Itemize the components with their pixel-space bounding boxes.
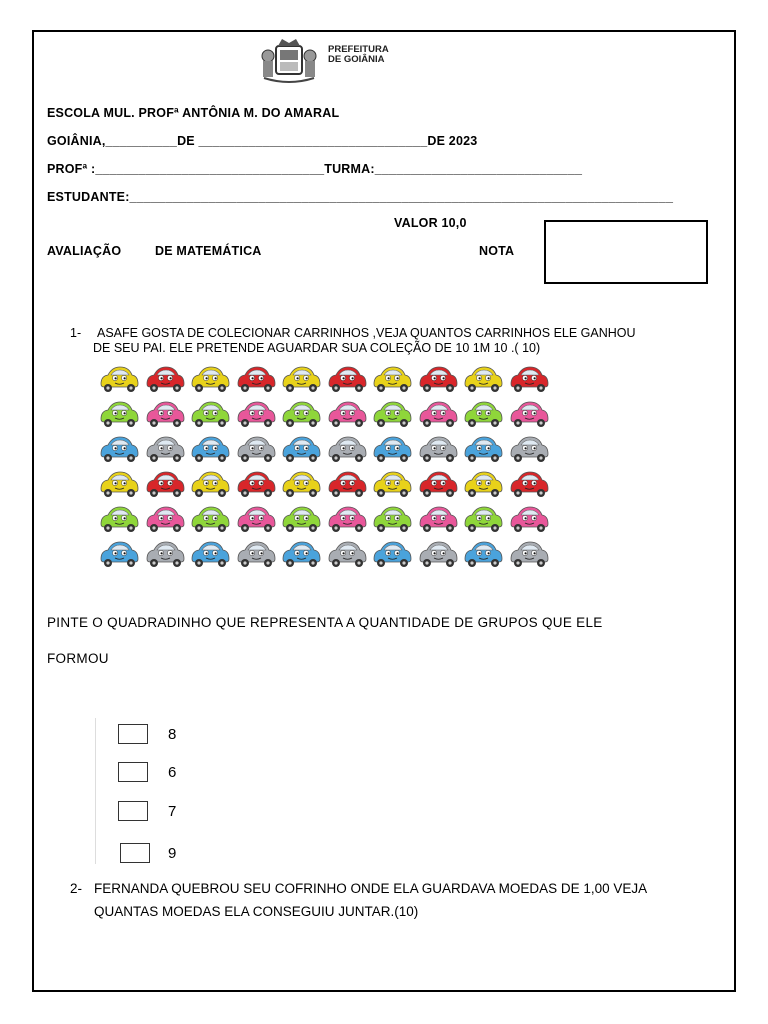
- toy-car-icon: [144, 539, 186, 569]
- toy-car-icon: [326, 539, 368, 569]
- q1-text-line2: DE SEU PAI. ELE PRETENDE AGUARDAR SUA COLEÇÃO DE 10 1M 10 .( 10): [93, 341, 541, 355]
- toy-car-icon: [326, 399, 368, 429]
- school-name: ESCOLA MUL. PROFª ANTÔNIA M. DO AMARAL: [47, 106, 340, 120]
- toy-car-icon: [508, 504, 550, 534]
- toy-car-icon: [98, 399, 140, 429]
- options-divider: [95, 718, 96, 864]
- toy-car-icon: [98, 469, 140, 499]
- toy-car-icon: [371, 504, 413, 534]
- toy-car-icon: [326, 504, 368, 534]
- toy-car-icon: [98, 434, 140, 464]
- toy-car-icon: [144, 504, 186, 534]
- toy-car-icon: [417, 539, 459, 569]
- toy-car-icon: [326, 434, 368, 464]
- q2-text-line1: FERNANDA QUEBROU SEU COFRINHO ONDE ELA GUARDAVA MOEDAS DE 1,00 VEJA: [94, 881, 648, 896]
- toy-car-icon: [417, 504, 459, 534]
- toy-car-icon: [235, 434, 277, 464]
- toy-car-icon: [235, 469, 277, 499]
- q1-text-line1: ASAFE GOSTA DE COLECIONAR CARRINHOS ,VEJA QUANTOS CARRINHOS ELE GANHOU: [97, 326, 636, 340]
- option-label: 8: [168, 726, 177, 743]
- toy-car-icon: [462, 469, 504, 499]
- toy-car-icon: [98, 364, 140, 394]
- toy-car-icon: [508, 469, 550, 499]
- toy-car-icon: [144, 399, 186, 429]
- toy-car-icon: [189, 364, 231, 394]
- coat-of-arms-icon: [254, 34, 324, 84]
- toy-car-icon: [417, 399, 459, 429]
- toy-car-icon: [371, 434, 413, 464]
- toy-car-icon: [508, 399, 550, 429]
- toy-car-icon: [508, 539, 550, 569]
- prefeitura-logo: [254, 34, 404, 84]
- toy-car-icon: [189, 539, 231, 569]
- toy-car-icon: [371, 364, 413, 394]
- logo-text: [328, 45, 389, 65]
- q1-number: 1-: [70, 326, 82, 340]
- option-checkbox[interactable]: [120, 843, 150, 863]
- toy-car-icon: [417, 434, 459, 464]
- toy-car-icon: [371, 399, 413, 429]
- toy-car-icon: [189, 434, 231, 464]
- option-label: 6: [168, 764, 177, 781]
- q2-text-line2: QUANTAS MOEDAS ELA CONSEGUIU JUNTAR.(10): [94, 904, 419, 919]
- toy-car-icon: [280, 539, 322, 569]
- toy-car-icon: [417, 364, 459, 394]
- toy-car-icon: [280, 469, 322, 499]
- toy-car-icon: [462, 504, 504, 534]
- option-checkbox[interactable]: [118, 724, 148, 744]
- toy-car-icon: [417, 469, 459, 499]
- toy-car-icon: [508, 364, 550, 394]
- option-label: 7: [168, 803, 177, 820]
- toy-car-icon: [235, 504, 277, 534]
- toy-car-icon: [371, 539, 413, 569]
- toy-car-icon: [280, 434, 322, 464]
- teacher-class-line[interactable]: PROFª :________________________________TURMA:_____________________________: [47, 162, 583, 176]
- toy-car-icon: [235, 539, 277, 569]
- toy-car-icon: [280, 364, 322, 394]
- student-line[interactable]: ESTUDANTE:____________________________________________________________________________: [47, 190, 674, 204]
- option-checkbox[interactable]: [118, 762, 148, 782]
- avaliacao-label: AVALIAÇÃO: [47, 244, 122, 258]
- nota-label: NOTA: [479, 244, 515, 258]
- toy-car-icon: [462, 364, 504, 394]
- grade-box[interactable]: [544, 220, 708, 284]
- instruction-line2: FORMOU: [47, 651, 109, 666]
- q2-number: 2-: [70, 881, 83, 896]
- toy-car-icon: [189, 399, 231, 429]
- toy-car-icon: [144, 469, 186, 499]
- toy-car-icon: [462, 434, 504, 464]
- logo-line1: PREFEITURA: [328, 44, 389, 55]
- toy-car-icon: [189, 469, 231, 499]
- toy-car-icon: [371, 469, 413, 499]
- toy-car-icon: [462, 539, 504, 569]
- toy-car-icon: [508, 434, 550, 464]
- toy-car-icon: [98, 539, 140, 569]
- toy-car-icon: [326, 469, 368, 499]
- toy-car-icon: [280, 504, 322, 534]
- logo-line2: DE GOIÂNIA: [328, 54, 385, 65]
- option-label: 9: [168, 845, 177, 862]
- toy-car-icon: [144, 434, 186, 464]
- disciplina-label: DE MATEMÁTICA: [155, 244, 262, 258]
- date-line[interactable]: GOIÂNIA,__________DE ________________________________DE 2023: [47, 134, 478, 148]
- toy-car-icon: [235, 364, 277, 394]
- toy-cars-icon: [98, 364, 552, 580]
- toy-car-icon: [462, 399, 504, 429]
- toy-car-icon: [189, 504, 231, 534]
- toy-car-icon: [235, 399, 277, 429]
- option-checkbox[interactable]: [118, 801, 148, 821]
- toy-car-icon: [280, 399, 322, 429]
- toy-car-icon: [326, 364, 368, 394]
- toy-car-icon: [98, 504, 140, 534]
- instruction-line1: PINTE O QUADRADINHO QUE REPRESENTA A QUANTIDADE DE GRUPOS QUE ELE: [47, 615, 603, 630]
- valor-label: VALOR 10,0: [394, 216, 467, 230]
- toy-car-icon: [144, 364, 186, 394]
